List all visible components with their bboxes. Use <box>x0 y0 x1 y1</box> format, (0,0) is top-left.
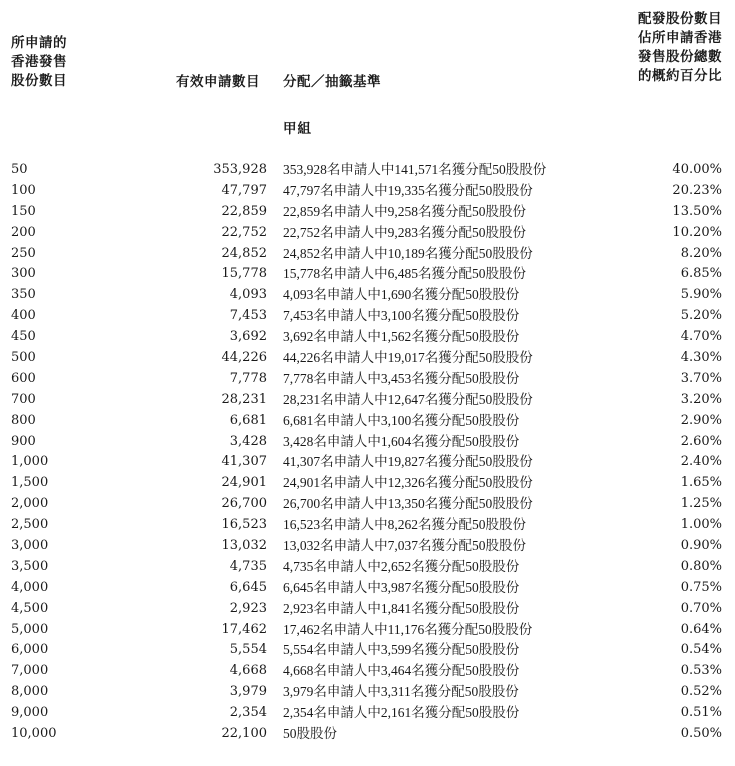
applied-shares-cell: 450 <box>11 329 36 345</box>
allocation-basis-cell: 7,778名申請人中3,453名獲分配50股股份 <box>283 370 520 386</box>
applied-shares-cell: 1,000 <box>11 454 49 470</box>
applied-shares-cell: 1,500 <box>11 475 49 491</box>
allocation-basis-cell: 2,923名申請人中1,841名獲分配50股股份 <box>283 600 520 616</box>
header-valid-applications: 有效申請數目 <box>176 74 260 90</box>
valid-applications-cell: 6,645 <box>229 579 267 595</box>
table-row <box>0 264 735 285</box>
table-row <box>0 223 735 244</box>
allocation-basis-cell: 24,852名申請人中10,189名獲分配50股股份 <box>283 245 533 261</box>
valid-applications-cell: 17,462 <box>221 621 267 637</box>
percentage-cell: 0.51% <box>680 705 722 721</box>
applied-shares-cell: 400 <box>11 308 36 324</box>
allocation-basis-cell: 41,307名申請人中19,827名獲分配50股股份 <box>283 454 533 470</box>
applied-shares-cell: 300 <box>11 266 36 282</box>
applied-shares-cell: 5,000 <box>11 621 49 637</box>
valid-applications-cell: 3,979 <box>229 684 267 700</box>
percentage-cell: 8.20% <box>680 245 722 261</box>
percentage-cell: 0.64% <box>680 621 722 637</box>
percentage-cell: 0.52% <box>680 684 722 700</box>
applied-shares-cell: 3,500 <box>11 558 49 574</box>
percentage-cell: 0.70% <box>680 600 722 616</box>
table-row <box>0 452 735 473</box>
percentage-cell: 1.65% <box>680 475 722 491</box>
valid-applications-cell: 22,100 <box>221 726 267 742</box>
allocation-basis-cell: 6,645名申請人中3,987名獲分配50股股份 <box>283 579 520 595</box>
allocation-basis-cell: 353,928名申請人中141,571名獲分配50股股份 <box>283 162 547 177</box>
valid-applications-cell: 4,093 <box>229 287 267 303</box>
table-row <box>0 327 735 348</box>
allocation-basis-cell: 7,453名申請人中3,100名獲分配50股股份 <box>283 308 520 324</box>
applied-shares-cell: 500 <box>11 350 36 366</box>
valid-applications-cell: 13,032 <box>221 538 267 554</box>
valid-applications-cell: 16,523 <box>221 517 267 533</box>
applied-shares-cell: 2,000 <box>11 496 49 512</box>
percentage-cell: 6.85% <box>680 266 722 282</box>
percentage-cell: 40.00% <box>672 162 722 177</box>
table-row <box>0 557 735 578</box>
applied-shares-cell: 600 <box>11 370 36 386</box>
applied-shares-cell: 150 <box>11 203 36 219</box>
percentage-cell: 2.60% <box>680 433 722 449</box>
allocation-basis-cell: 15,778名申請人中6,485名獲分配50股股份 <box>283 266 526 282</box>
allocation-basis-cell: 47,797名申請人中19,335名獲分配50股股份 <box>283 182 533 198</box>
table-row <box>0 369 735 390</box>
header-allocation-basis: 分配／抽籤基準 <box>283 74 381 90</box>
valid-applications-cell: 28,231 <box>221 391 267 407</box>
percentage-cell: 3.70% <box>680 370 722 386</box>
table-row <box>0 640 735 661</box>
valid-applications-cell: 22,752 <box>221 224 267 240</box>
table-row <box>0 285 735 306</box>
table-row <box>0 682 735 703</box>
percentage-cell: 4.30% <box>680 350 722 366</box>
valid-applications-cell: 4,668 <box>229 663 267 679</box>
applied-shares-cell: 50 <box>11 162 28 177</box>
table-row <box>0 348 735 369</box>
table-row <box>0 202 735 223</box>
table-row <box>0 494 735 515</box>
valid-applications-cell: 4,735 <box>229 558 267 574</box>
applied-shares-cell: 4,500 <box>11 600 49 616</box>
percentage-cell: 0.75% <box>680 579 722 595</box>
applied-shares-cell: 8,000 <box>11 684 49 700</box>
valid-applications-cell: 3,428 <box>229 433 267 449</box>
valid-applications-cell: 6,681 <box>229 412 267 428</box>
allocation-basis-cell: 4,668名申請人中3,464名獲分配50股股份 <box>283 663 520 679</box>
table-row <box>0 661 735 682</box>
allocation-basis-cell: 3,979名申請人中3,311名獲分配50股股份 <box>283 684 519 700</box>
allocation-basis-cell: 4,735名申請人中2,652名獲分配50股股份 <box>283 558 520 574</box>
valid-applications-cell: 2,923 <box>229 600 267 616</box>
allocation-basis-cell: 44,226名申請人中19,017名獲分配50股股份 <box>283 350 533 366</box>
valid-applications-cell: 2,354 <box>229 705 267 721</box>
table-row <box>0 724 735 745</box>
header-percentage: 配發股份數目 佔所申請香港 發售股份總數 的概約百分比 <box>638 11 722 84</box>
percentage-cell: 5.20% <box>680 308 722 324</box>
percentage-cell: 20.23% <box>672 182 722 198</box>
applied-shares-cell: 350 <box>11 287 36 303</box>
applied-shares-cell: 800 <box>11 412 36 428</box>
percentage-cell: 10.20% <box>672 224 722 240</box>
percentage-cell: 5.90% <box>680 287 722 303</box>
allocation-basis-cell: 26,700名申請人中13,350名獲分配50股股份 <box>283 496 533 512</box>
allocation-basis-cell: 24,901名申請人中12,326名獲分配50股股份 <box>283 475 533 491</box>
valid-applications-cell: 7,778 <box>229 370 267 386</box>
applied-shares-cell: 9,000 <box>11 705 49 721</box>
valid-applications-cell: 41,307 <box>221 454 267 470</box>
table-row <box>0 599 735 620</box>
valid-applications-cell: 47,797 <box>221 182 267 198</box>
valid-applications-cell: 3,692 <box>229 329 267 345</box>
table-row <box>0 703 735 724</box>
applied-shares-cell: 700 <box>11 391 36 407</box>
percentage-cell: 0.54% <box>680 642 722 658</box>
percentage-cell: 0.50% <box>680 726 722 742</box>
applied-shares-cell: 10,000 <box>11 726 57 742</box>
allocation-basis-cell: 16,523名申請人中8,262名獲分配50股股份 <box>283 517 526 533</box>
table-row <box>0 578 735 599</box>
allocation-basis-cell: 50股股份 <box>283 726 337 742</box>
percentage-cell: 2.90% <box>680 412 722 428</box>
allocation-basis-cell: 4,093名申請人中1,690名獲分配50股股份 <box>283 287 520 303</box>
allocation-basis-cell: 3,692名申請人中1,562名獲分配50股股份 <box>283 329 520 345</box>
percentage-cell: 3.20% <box>680 391 722 407</box>
applied-shares-cell: 200 <box>11 224 36 240</box>
percentage-cell: 0.53% <box>680 663 722 679</box>
percentage-cell: 0.90% <box>680 538 722 554</box>
allocation-basis-cell: 6,681名申請人中3,100名獲分配50股股份 <box>283 412 520 428</box>
allocation-basis-cell: 5,554名申請人中3,599名獲分配50股股份 <box>283 642 520 658</box>
allocation-basis-cell: 22,752名申請人中9,283名獲分配50股股份 <box>283 224 526 240</box>
percentage-cell: 2.40% <box>680 454 722 470</box>
valid-applications-cell: 44,226 <box>221 350 267 366</box>
applied-shares-cell: 2,500 <box>11 517 49 533</box>
group-label: 甲組 <box>283 121 312 137</box>
valid-applications-cell: 26,700 <box>221 496 267 512</box>
allocation-basis-cell: 2,354名申請人中2,161名獲分配50股股份 <box>283 705 520 721</box>
applied-shares-cell: 3,000 <box>11 538 49 554</box>
percentage-cell: 1.00% <box>680 517 722 533</box>
applied-shares-cell: 900 <box>11 433 36 449</box>
table-row <box>0 411 735 432</box>
table-row <box>0 390 735 411</box>
percentage-cell: 0.80% <box>680 558 722 574</box>
valid-applications-cell: 5,554 <box>229 642 267 658</box>
applied-shares-cell: 6,000 <box>11 642 49 658</box>
valid-applications-cell: 15,778 <box>221 266 267 282</box>
table-row <box>0 432 735 453</box>
percentage-cell: 1.25% <box>680 496 722 512</box>
applied-shares-cell: 4,000 <box>11 579 49 595</box>
valid-applications-cell: 24,852 <box>221 245 267 261</box>
applied-shares-cell: 7,000 <box>11 663 49 679</box>
valid-applications-cell: 7,453 <box>229 308 267 324</box>
valid-applications-cell: 24,901 <box>221 475 267 491</box>
table-row <box>0 306 735 327</box>
table-row <box>0 473 735 494</box>
table-row <box>0 536 735 557</box>
applied-shares-cell: 100 <box>11 182 36 198</box>
allocation-basis-cell: 28,231名申請人中12,647名獲分配50股股份 <box>283 391 533 407</box>
valid-applications-cell: 22,859 <box>221 203 267 219</box>
allocation-basis-cell: 22,859名申請人中9,258名獲分配50股股份 <box>283 203 526 219</box>
valid-applications-cell: 353,928 <box>213 162 267 177</box>
allocation-basis-cell: 3,428名申請人中1,604名獲分配50股股份 <box>283 433 520 449</box>
allocation-basis-cell: 13,032名申請人中7,037名獲分配50股股份 <box>283 538 526 554</box>
percentage-cell: 13.50% <box>672 203 722 219</box>
applied-shares-cell: 250 <box>11 245 36 261</box>
table-row <box>0 181 735 202</box>
allocation-table <box>0 160 735 745</box>
header-applied-shares: 所申請的 香港發售 股份數目 <box>11 35 67 89</box>
table-row <box>0 515 735 536</box>
table-row <box>0 244 735 265</box>
percentage-cell: 4.70% <box>680 329 722 345</box>
table-row <box>0 620 735 641</box>
allocation-basis-cell: 17,462名申請人中11,176名獲分配50股股份 <box>283 621 533 637</box>
table-row <box>0 160 735 181</box>
